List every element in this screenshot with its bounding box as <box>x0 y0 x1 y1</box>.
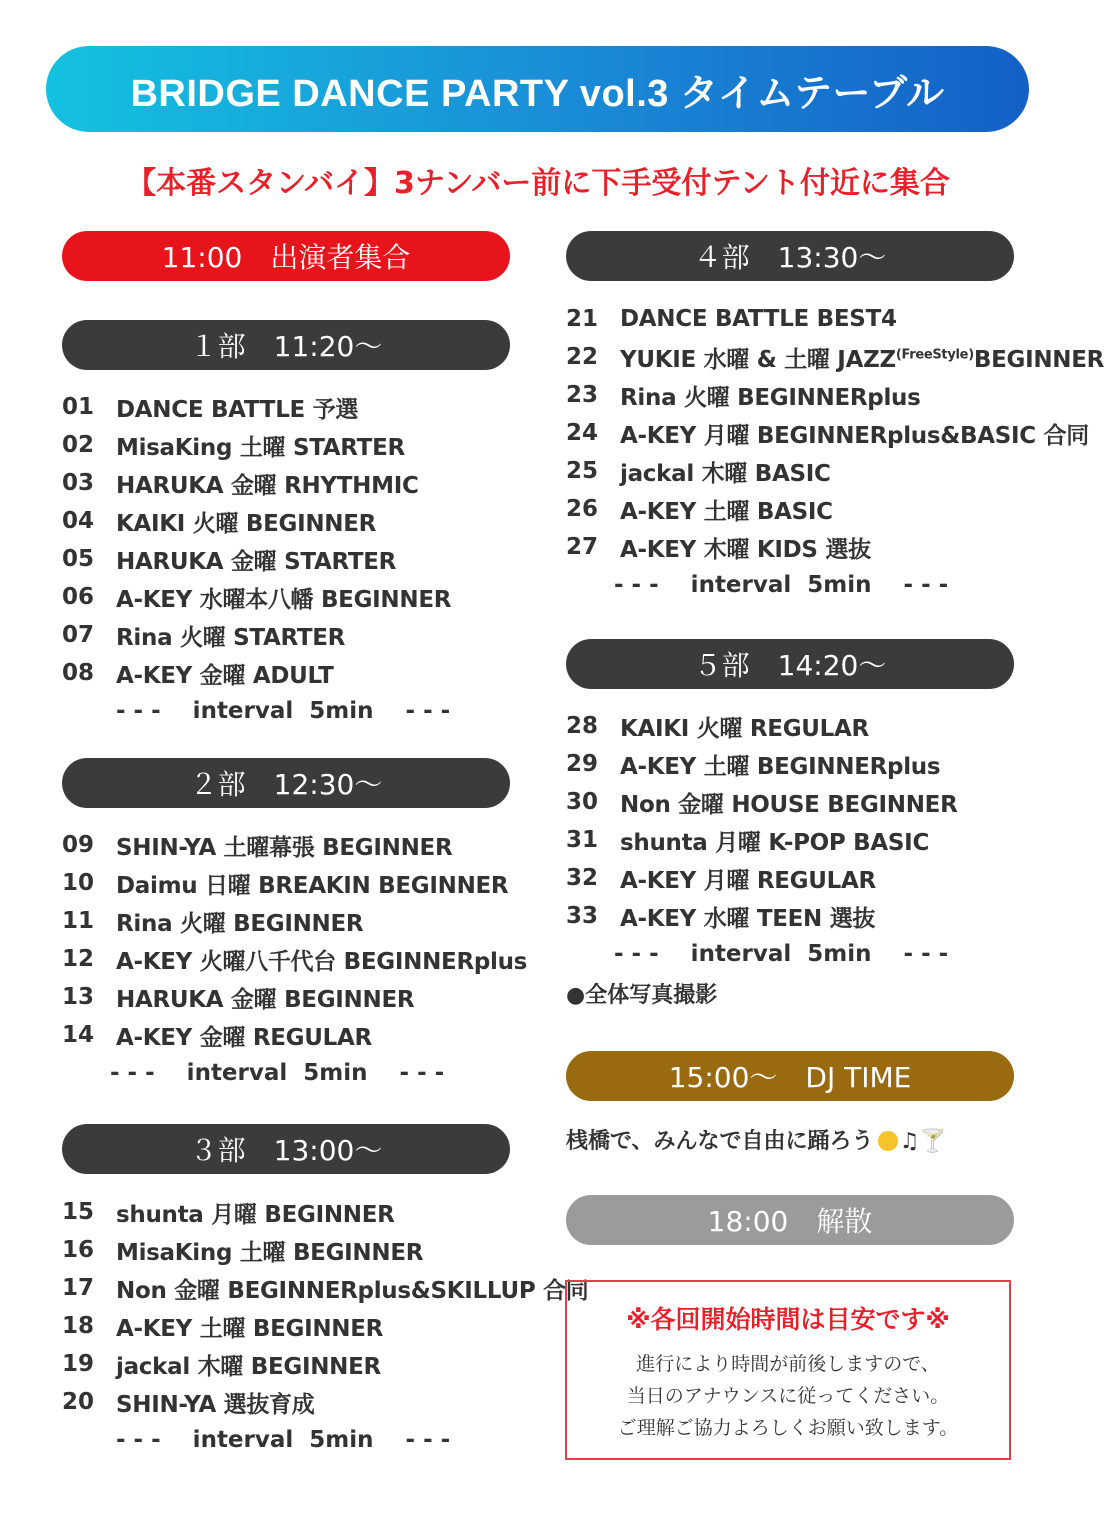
program-title-main: jackal 木曜 BASIC <box>620 460 831 487</box>
program-title-main: A-KEY 金曜 ADULT <box>116 662 334 689</box>
smiley-icon <box>878 1131 898 1151</box>
program-row <box>62 1307 588 1345</box>
program-row <box>566 338 1104 376</box>
program-title-main: Daimu 日曜 BREAKIN BEGINNER <box>116 872 509 899</box>
part5-header: ５部 14:20〜 <box>566 639 1014 689</box>
program-title <box>620 748 940 781</box>
program-row <box>62 1383 588 1421</box>
program-number: 07 <box>62 622 95 648</box>
program-number: 22 <box>566 344 599 370</box>
program-number: 23 <box>566 382 599 408</box>
program-row <box>566 300 1104 338</box>
program-number: 16 <box>62 1237 95 1263</box>
group-photo-label: ●全体写真撮影 <box>566 983 718 1008</box>
program-row <box>566 376 1104 414</box>
program-title-main: SHIN-YA 土曜幕張 BEGINNER <box>116 834 453 861</box>
music-note-icon: ♫ <box>899 1129 920 1154</box>
program-number: 18 <box>62 1313 95 1339</box>
program-number: 31 <box>566 827 599 853</box>
program-title <box>116 657 333 690</box>
program-number: 26 <box>566 496 599 522</box>
program-title-tail: BEGINNER <box>973 346 1104 373</box>
notice-line: ご理解ご協力よろしくお願い致します。 <box>617 1417 959 1439</box>
program-row <box>62 616 451 654</box>
program-number: 10 <box>62 870 95 896</box>
interval-3: - - - interval 5min - - - <box>116 1427 451 1453</box>
program-row <box>566 745 958 783</box>
program-number: 01 <box>62 394 95 420</box>
program-number: 17 <box>62 1275 95 1301</box>
program-title <box>116 1019 372 1052</box>
program-title-main: A-KEY 月曜 BEGINNERplus&BASIC 合同 <box>620 422 1089 449</box>
program-row <box>62 578 451 616</box>
program-row <box>62 902 527 940</box>
program-title-main: KAIKI 火曜 REGULAR <box>620 715 869 742</box>
program-row <box>62 1231 588 1269</box>
program-number: 15 <box>62 1199 95 1225</box>
part1-header: １部 11:20〜 <box>62 320 510 370</box>
program-title <box>116 619 345 652</box>
program-title <box>116 543 396 576</box>
program-row <box>62 464 451 502</box>
program-title-main: Rina 火曜 BEGINNER <box>116 910 364 937</box>
program-row <box>62 502 451 540</box>
program-row <box>62 654 451 692</box>
program-title <box>620 379 921 412</box>
program-title <box>116 429 405 462</box>
program-title-main: YUKIE 水曜 & 土曜 JAZZ <box>620 346 896 373</box>
program-number: 11 <box>62 908 95 934</box>
program-number: 12 <box>62 946 95 972</box>
program-title-main: Rina 火曜 BEGINNERplus <box>620 384 921 411</box>
program-title <box>116 1272 588 1305</box>
program-title-main: SHIN-YA 選抜育成 <box>116 1391 315 1418</box>
program-title-main: shunta 月曜 K-POP BASIC <box>620 829 930 856</box>
program-row <box>566 490 1104 528</box>
interval-1: - - - interval 5min - - - <box>116 698 451 724</box>
program-title-main: A-KEY 月曜 REGULAR <box>620 867 876 894</box>
program-number: 27 <box>566 534 599 560</box>
program-row <box>62 1345 588 1383</box>
notice-title: ※各回開始時間は目安です※ <box>626 1305 950 1334</box>
program-number: 24 <box>566 420 599 446</box>
program-row <box>62 540 451 578</box>
dismissal-header: 18:00 解散 <box>566 1195 1014 1245</box>
program-title <box>620 710 869 743</box>
program-title-main: KAIKI 火曜 BEGINNER <box>116 510 377 537</box>
program-title-main: Non 金曜 HOUSE BEGINNER <box>620 791 958 818</box>
program-title <box>116 829 452 862</box>
program-title <box>620 786 958 819</box>
program-number: 06 <box>62 584 95 610</box>
program-title <box>620 493 833 526</box>
program-title <box>116 1196 395 1229</box>
part3-list <box>62 1193 588 1421</box>
interval-5: - - - interval 5min - - - <box>614 941 949 967</box>
program-title-sub: (FreeStyle) <box>895 346 974 362</box>
program-title <box>116 943 527 976</box>
program-row <box>62 940 527 978</box>
program-title-main: A-KEY 土曜 BEGINNER <box>116 1315 384 1342</box>
program-title <box>620 341 1104 374</box>
program-row <box>566 414 1104 452</box>
program-title <box>116 581 451 614</box>
program-title <box>116 867 508 900</box>
program-number: 09 <box>62 832 95 858</box>
program-number: 14 <box>62 1022 95 1048</box>
program-title <box>620 306 897 332</box>
program-number: 33 <box>566 903 599 929</box>
program-row <box>62 978 527 1016</box>
gathering-header: 11:00 出演者集合 <box>62 231 510 281</box>
program-number: 03 <box>62 470 95 496</box>
program-row <box>62 1016 527 1054</box>
part4-header: ４部 13:30〜 <box>566 231 1014 281</box>
program-row <box>62 826 527 864</box>
program-title-main: A-KEY 水曜 TEEN 選抜 <box>620 905 876 932</box>
program-title <box>116 391 358 424</box>
program-title <box>116 981 414 1014</box>
program-title <box>620 862 876 895</box>
program-number: 20 <box>62 1389 95 1415</box>
program-title <box>116 1234 423 1267</box>
program-title-main: DANCE BATTLE BEST4 <box>620 306 897 332</box>
program-number: 25 <box>566 458 599 484</box>
program-row <box>62 864 527 902</box>
program-number: 05 <box>62 546 95 572</box>
part2-list <box>62 826 527 1054</box>
program-number: 29 <box>566 751 599 777</box>
program-title <box>116 505 376 538</box>
program-row <box>62 1193 588 1231</box>
program-number: 32 <box>566 865 599 891</box>
program-title <box>116 905 363 938</box>
program-title <box>620 531 871 564</box>
program-title-main: HARUKA 金曜 RHYTHMIC <box>116 472 419 499</box>
part4-list <box>566 300 1104 566</box>
program-title-main: MisaKing 土曜 STARTER <box>116 434 405 461</box>
program-title-main: A-KEY 土曜 BASIC <box>620 498 833 525</box>
program-row <box>566 859 958 897</box>
dj-time-header: 15:00〜 DJ TIME <box>566 1051 1014 1101</box>
standby-notice: 【本番スタンバイ】3ナンバー前に下手受付テント付近に集合 <box>126 166 950 201</box>
program-number: 19 <box>62 1351 95 1377</box>
page-title: BRIDGE DANCE PARTY vol.3 タイムテーブル <box>46 46 1029 132</box>
program-row <box>62 1269 588 1307</box>
program-title-main: Rina 火曜 STARTER <box>116 624 346 651</box>
dj-time-text <box>566 1124 947 1155</box>
notice-box <box>565 1280 1011 1460</box>
program-title-main: A-KEY 金曜 REGULAR <box>116 1024 372 1051</box>
dj-time-caption: 桟橋で、みんなで自由に踊ろう <box>566 1129 874 1154</box>
program-row <box>566 528 1104 566</box>
program-title-main: A-KEY 火曜八千代台 BEGINNERplus <box>116 948 528 975</box>
program-row <box>566 821 958 859</box>
program-title <box>620 900 875 933</box>
program-row <box>566 452 1104 490</box>
program-row <box>566 897 958 935</box>
program-row <box>566 707 958 745</box>
program-title <box>620 824 929 857</box>
program-title <box>620 455 831 488</box>
part2-header: ２部 12:30〜 <box>62 758 510 808</box>
program-number: 21 <box>566 306 599 332</box>
program-row <box>62 388 451 426</box>
program-title-main: jackal 木曜 BEGINNER <box>116 1353 381 1380</box>
program-title-main: HARUKA 金曜 STARTER <box>116 548 397 575</box>
part3-header: ３部 13:00〜 <box>62 1124 510 1174</box>
program-title-main: HARUKA 金曜 BEGINNER <box>116 986 415 1013</box>
program-title-main: MisaKing 土曜 BEGINNER <box>116 1239 424 1266</box>
interval-2: - - - interval 5min - - - <box>110 1060 445 1086</box>
notice-line: 当日のアナウンスに従ってください。 <box>626 1385 950 1407</box>
cocktail-icon: 🍸 <box>919 1129 947 1154</box>
program-title-main: shunta 月曜 BEGINNER <box>116 1201 395 1228</box>
program-title <box>116 1310 383 1343</box>
program-title <box>116 467 419 500</box>
program-title <box>620 417 1089 450</box>
program-title <box>116 1386 314 1419</box>
program-row <box>566 783 958 821</box>
program-row <box>62 426 451 464</box>
program-number: 08 <box>62 660 95 686</box>
program-title-main: A-KEY 土曜 BEGINNERplus <box>620 753 941 780</box>
program-number: 13 <box>62 984 95 1010</box>
program-title-main: DANCE BATTLE 予選 <box>116 396 359 423</box>
program-number: 28 <box>566 713 599 739</box>
program-number: 04 <box>62 508 95 534</box>
program-title-main: A-KEY 水曜本八幡 BEGINNER <box>116 586 452 613</box>
part1-list <box>62 388 451 692</box>
program-number: 02 <box>62 432 95 458</box>
notice-line: 進行により時間が前後しますので、 <box>636 1353 940 1375</box>
program-title-main: Non 金曜 BEGINNERplus&SKILLUP 合同 <box>116 1277 589 1304</box>
part5-list <box>566 707 958 935</box>
program-number: 30 <box>566 789 599 815</box>
interval-4: - - - interval 5min - - - <box>614 572 949 598</box>
program-title-main: A-KEY 木曜 KIDS 選抜 <box>620 536 871 563</box>
program-title <box>116 1348 381 1381</box>
